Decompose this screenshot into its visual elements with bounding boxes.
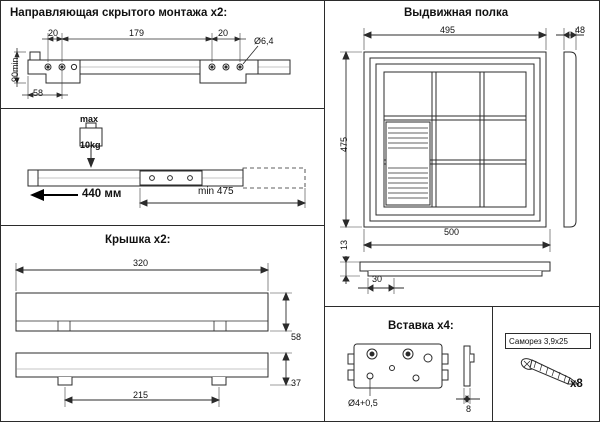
slide-travel-label: 440 мм <box>82 188 122 200</box>
cover-drawing <box>0 225 324 422</box>
shelf-dim-width-bottom: 500 <box>444 227 460 237</box>
rail-dim-offset: 58 <box>33 88 44 98</box>
shelf-dim-profile-height: 13 <box>339 239 349 250</box>
rail-drawing <box>0 0 324 108</box>
rail-dim-height: 90min <box>10 57 20 82</box>
screw-drawing <box>492 306 600 422</box>
rail-dim-seg1: 20 <box>48 28 59 38</box>
cover-dim-height-lower: 37 <box>291 378 302 388</box>
screw-count: х8 <box>570 378 583 390</box>
screw-title: Саморез 3,9х25 <box>509 337 568 346</box>
shelf-panel-title: Выдвижная полка <box>404 7 509 19</box>
shelf-dim-profile-offset: 30 <box>372 274 383 284</box>
slide-load-max-label: max <box>80 114 99 124</box>
rail-dim-seg3: 20 <box>218 28 229 38</box>
rail-dim-hole: Ø6,4 <box>254 36 274 46</box>
insert-panel-title: Вставка х4: <box>388 320 454 332</box>
cover-dim-height-upper: 58 <box>291 332 302 342</box>
slide-drawing <box>0 108 324 225</box>
shelf-dim-height: 475 <box>339 136 349 152</box>
rail-dim-seg2: 179 <box>129 28 145 38</box>
shelf-drawing <box>324 0 600 306</box>
insert-dim-hole: Ø4+0,5 <box>348 398 378 408</box>
slide-min-length-label: min 475 <box>198 186 234 197</box>
shelf-dim-width-top: 495 <box>440 25 456 35</box>
insert-dim-thickness: 8 <box>466 404 472 414</box>
cover-dim-inner-width: 215 <box>133 390 149 400</box>
cover-panel-title: Крышка х2: <box>105 234 171 246</box>
shelf-dim-side-thickness: 48 <box>575 25 586 35</box>
rail-panel-title: Направляющая скрытого монтажа х2: <box>10 7 228 19</box>
cover-dim-width: 320 <box>133 258 149 268</box>
slide-load-value: 10kg <box>80 140 101 150</box>
